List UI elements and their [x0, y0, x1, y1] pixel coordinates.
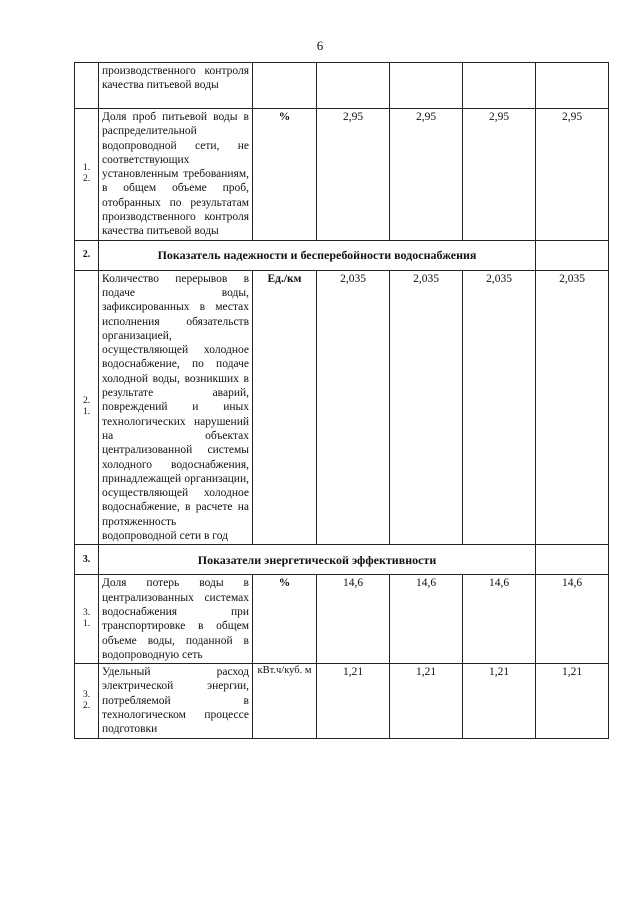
value-cell: 2,035: [317, 270, 390, 545]
section-number: 2.: [75, 240, 99, 270]
indicator-description: производственного контроля качества питьевой воды: [99, 63, 253, 109]
value-cell: 1,21: [390, 664, 463, 738]
section-row: [75, 545, 609, 575]
row-number: 2. 1.: [75, 270, 99, 545]
value-cell: 1,21: [317, 664, 390, 738]
row-number: [75, 63, 99, 109]
unit-cell: [253, 63, 317, 109]
table-row: [75, 575, 609, 664]
value-cell: 14,6: [390, 575, 463, 664]
value-cell: [536, 63, 609, 109]
value-cell: [390, 63, 463, 109]
row-number: 3. 1.: [75, 575, 99, 664]
unit-cell: кВт.ч/куб. м: [253, 664, 317, 738]
indicator-description: Количество перерывов в подаче воды, зафиксированных в местах исполнения обязательств организацией, осуществляющей холодное водоснабжение, по подаче холодной воды, возникших в результате аварий, повреждений и иных технологических нарушений на объектах централизованной системы холодного водоснабжения, принадлежащей организации, осуществляющей холодное водоснабжение, в расчете на протяженность водопроводной сети в год: [99, 270, 253, 545]
value-cell: 2,95: [390, 109, 463, 241]
row-number: 3. 2.: [75, 664, 99, 738]
indicator-description: Доля потерь воды в централизованных системах водоснабжения при транспортировке в общем объеме воды, поданной в водопроводную сеть: [99, 575, 253, 664]
value-cell: 14,6: [463, 575, 536, 664]
unit-cell: %: [253, 575, 317, 664]
value-cell: 2,95: [317, 109, 390, 241]
empty-cell: [536, 240, 609, 270]
section-row: [75, 240, 609, 270]
table-row: [75, 664, 609, 738]
value-cell: 2,035: [463, 270, 536, 545]
value-cell: 14,6: [536, 575, 609, 664]
section-title: Показатели энергетической эффективности: [99, 545, 536, 575]
row-number: 1. 2.: [75, 109, 99, 241]
value-cell: 2,95: [463, 109, 536, 241]
value-cell: 2,035: [536, 270, 609, 545]
section-title: Показатель надежности и бесперебойности водоснабжения: [99, 240, 536, 270]
table-row: [75, 109, 609, 241]
value-cell: 1,21: [463, 664, 536, 738]
section-number: 3.: [75, 545, 99, 575]
table-row: [75, 270, 609, 545]
value-cell: [463, 63, 536, 109]
value-cell: 2,95: [536, 109, 609, 241]
table-row: [75, 63, 609, 109]
indicator-description: Доля проб питьевой воды в распределительной водопроводной сети, не соответствующих установленным требованиям, в общем объеме проб, отобранных по результатам производственного контроля качества питьевой воды: [99, 109, 253, 241]
value-cell: 2,035: [390, 270, 463, 545]
indicator-description: Удельный расход электрической энергии, потребляемой в технологическом процессе подготовки: [99, 664, 253, 738]
unit-cell: Ед./км: [253, 270, 317, 545]
indicators-table: [74, 62, 609, 739]
unit-cell: %: [253, 109, 317, 241]
empty-cell: [536, 545, 609, 575]
value-cell: 1,21: [536, 664, 609, 738]
value-cell: 14,6: [317, 575, 390, 664]
page-number: 6: [316, 38, 324, 53]
value-cell: [317, 63, 390, 109]
